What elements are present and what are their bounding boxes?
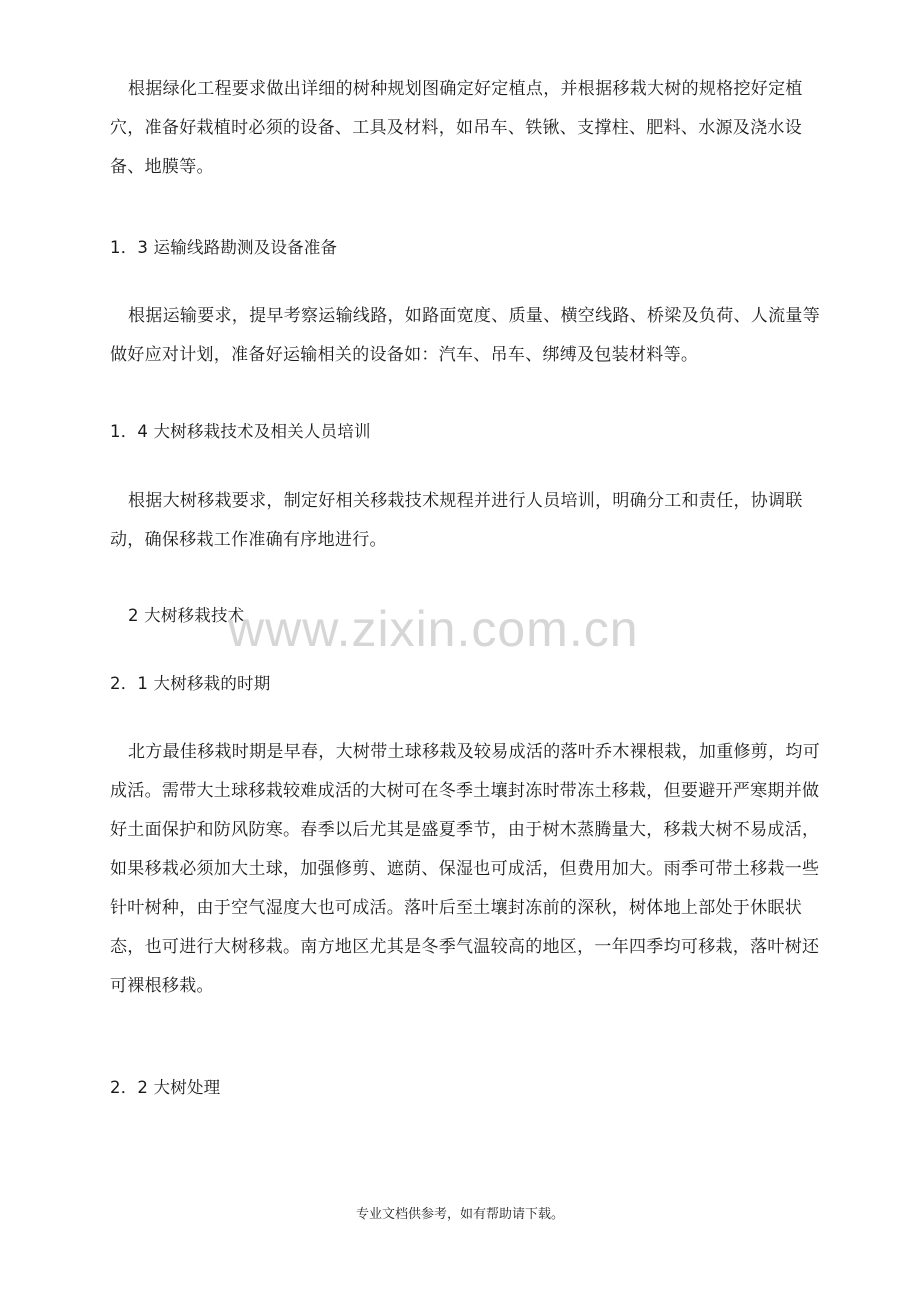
heading-1-3: 1．3 运输线路勘测及设备准备	[110, 238, 338, 257]
heading-1-4: 1．4 大树移栽技术及相关人员培训	[110, 422, 371, 441]
paragraph-transport-route: 根据运输要求，提早考察运输线路，如路面宽度、质量、横空线路、桥梁及负荷、人流量等做好应对计划，准备好运输相关的设备如：汽车、吊车、绑缚及包装材料等。	[110, 306, 820, 365]
heading-2-1: 2．1 大树移栽的时期	[110, 674, 271, 693]
watermark-text: www.zixin.com.cn	[228, 601, 639, 657]
paragraph-transplant-timing: 北方最佳移栽时期是早春，大树带土球移栽及较易成活的落叶乔木裸根栽，加重修剪，均可成活。需带大土球移栽较难成活的大树可在冬季土壤封冻时带冻土移栽，但要避开严寒期并做好土面保护和防风防寒。春季以后尤其是盛夏季节，由于树木蒸腾量大，移栽大树不易成活，如果移栽必须加大土球，加强修剪、遮荫、保湿也可成活，但费用加大。雨季可带土移栽一些针叶树种，由于空气湿度大也可成活。落叶后至土壤封冻前的深秋，树体地上部处于休眠状态，也可进行大树移栽。南方地区尤其是冬季气温较高的地区，一年四季均可移栽，落叶树还可裸根移栽。	[110, 742, 820, 996]
heading-2: 2 大树移栽技术	[128, 606, 245, 625]
paragraph-staff-training: 根据大树移栽要求，制定好相关移栽技术规程并进行人员培训，明确分工和责任，协调联动，确保移栽工作准确有序地进行。	[110, 491, 803, 550]
paragraph-planting-preparation: 根据绿化工程要求做出详细的树种规划图确定好定植点，并根据移栽大树的规格挖好定植穴，准备好栽植时必须的设备、工具及材料，如吊车、铁锹、支撑柱、肥料、水源及浇水设备、地膜等。	[110, 79, 803, 177]
page-footer: 专业文档供参考，如有帮助请下载。	[355, 1207, 564, 1222]
heading-2-2: 2．2 大树处理	[110, 1078, 221, 1097]
